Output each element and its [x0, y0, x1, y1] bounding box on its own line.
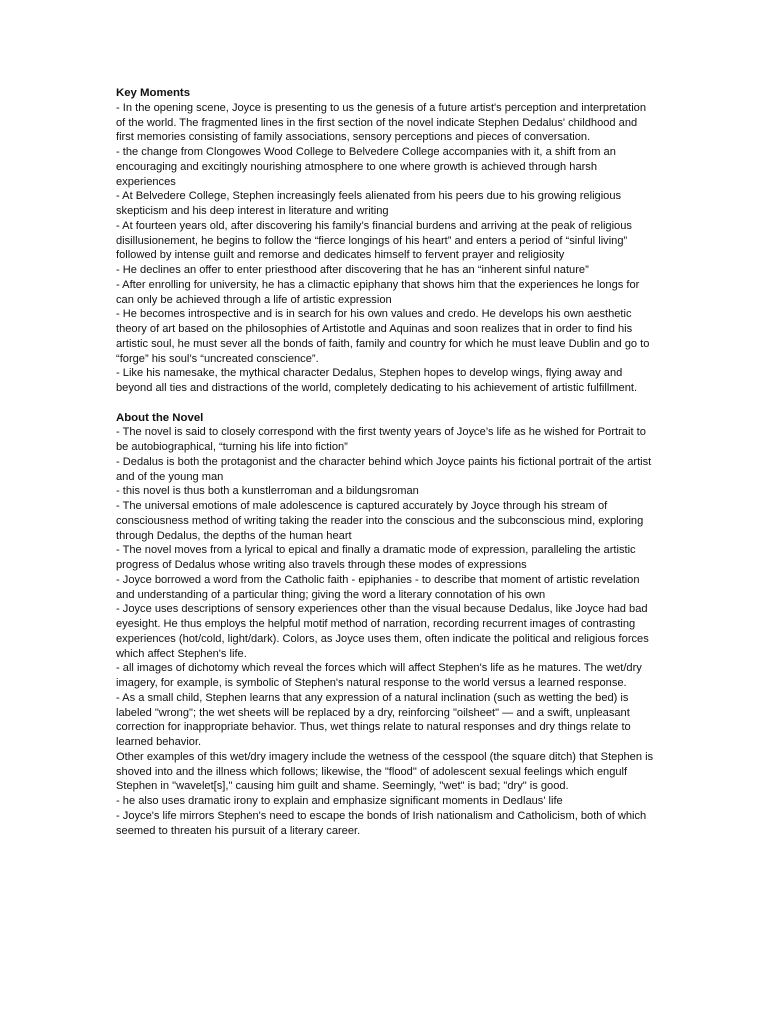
section-spacer	[116, 396, 656, 411]
paragraph: - He declines an offer to enter priesthood after discovering that he has an “inherent sinful nature”	[116, 264, 589, 276]
paragraph: - The universal emotions of male adolescence is captured accurately by Joyce through his stream of consciousness method of writing taking the reader into the conscious and the subconscious mind, exploring through Dedalus, the depths of the human heart	[116, 500, 644, 542]
section-heading: Key Moments	[116, 87, 191, 99]
paragraph: - all images of dichotomy which reveal the forces which will affect Stephen's life as he matures. The wet/dry imagery, for example, is symbolic of Stephen's natural response to the world versus a learned response.	[116, 662, 642, 689]
paragraph: - the change from Clongowes Wood College to Belvedere College accompanies with it, a shift from an encouraging and excitingly nourishing atmosphere to one where growth is achieved through harsh experiences	[116, 146, 616, 188]
section-heading: About the Novel	[116, 411, 204, 424]
section-key-moments	[116, 86, 656, 396]
paragraph: - Like his namesake, the mythical character Dedalus, Stephen hopes to develop wings, flying away and beyond all ties and distractions of the world, completely dedicating to his achievement of artistic fulfillment.	[116, 367, 638, 394]
paragraph: - At fourteen years old, after discovering his family’s financial burdens and arriving at the peak of religious disillusionement, he begins to follow the “fierce longings of his heart” and enters a period of “sinful living” followed by intense guilt and remorse and dedicates himself to fervent prayer and religiosity	[116, 219, 632, 262]
paragraph: - he also uses dramatic irony to explain and emphasize significant moments in Dedlaus' life	[116, 795, 563, 807]
document-page	[116, 86, 656, 838]
paragraph: - this novel is thus both a kunstlerroman and a bildungsroman	[116, 485, 419, 498]
paragraph: Other examples of this wet/dry imagery include the wetness of the cesspool (the square ditch) that Stephen is shoved into and the illness which follows; likewise, the "flood" of adolescent sexual feelings which engulf Stephen in "wavelet[s]," causing him guilt and shame. Seemingly, "wet" is bad; "dry" is good.	[116, 750, 654, 793]
paragraph: - As a small child, Stephen learns that any expression of a natural inclination (such as wetting the bed) is labeled "wrong"; the wet sheets will be replaced by a dry, reinforcing "oilsheet" — and a swift, unpleasant correction for inappropriate behavior. Thus, wet things relate to natural responses and dry things relate to learned behavior.	[116, 691, 631, 748]
paragraph: - He becomes introspective and is in search for his own values and credo. He develops his own aesthetic theory of art based on the philosophies of Artistotle and Aquinas and soon realizes that in order to find his artistic soul, he must sever all the bonds of faith, family and country for which he must leave Dublin and go to “forge” his soul’s “uncreated conscience”.	[116, 308, 650, 365]
section-about-the-novel	[116, 411, 656, 839]
paragraph: - The novel is said to closely correspond with the first twenty years of Joyce’s life as he wished for Portrait to be autobiographical, “turning his life into fiction”	[116, 426, 646, 453]
paragraph: - The novel moves from a lyrical to epical and finally a dramatic mode of expression, paralleling the artistic progress of Dedalus whose writing also travels through these modes of expressions	[116, 544, 636, 571]
paragraph: - Dedalus is both the protagonist and the character behind which Joyce paints his fictional portrait of the artist and of the young man	[116, 455, 652, 483]
paragraph: - Joyce borrowed a word from the Catholic faith - epiphanies - to describe that moment of artistic revelation and understanding of a particular thing; giving the word a literary connotation of his own	[116, 573, 640, 601]
paragraph: - After enrolling for university, he has a climactic epiphany that shows him that the experiences he longs for can only be achieved through a life of artistic expression	[116, 278, 640, 306]
paragraph: - Joyce uses descriptions of sensory experiences other than the visual because Dedalus, like Joyce had bad eyesight. He thus employs the helpful motif method of narration, recording recurrent images of contrasting experiences (hot/cold, light/dark). Colors, as Joyce uses them, often indicate the political and religious forces which affect Stephen's life.	[116, 603, 649, 660]
paragraph: - In the opening scene, Joyce is presenting to us the genesis of a future artist's perception and interpretation of the world. The fragmented lines in the first section of the novel indicate Stephen Dedalus' childhood and first memories consisting of family associations, sensory perceptions and pieces of conversation.	[116, 101, 647, 144]
paragraph: - Joyce's life mirrors Stephen's need to escape the bonds of Irish nationalism and Catholicism, both of which seemed to threaten his pursuit of a literary career.	[116, 809, 647, 837]
paragraph: - At Belvedere College, Stephen increasingly feels alienated from his peers due to his growing religious skepticism and his deep interest in literature and writing	[116, 190, 622, 217]
